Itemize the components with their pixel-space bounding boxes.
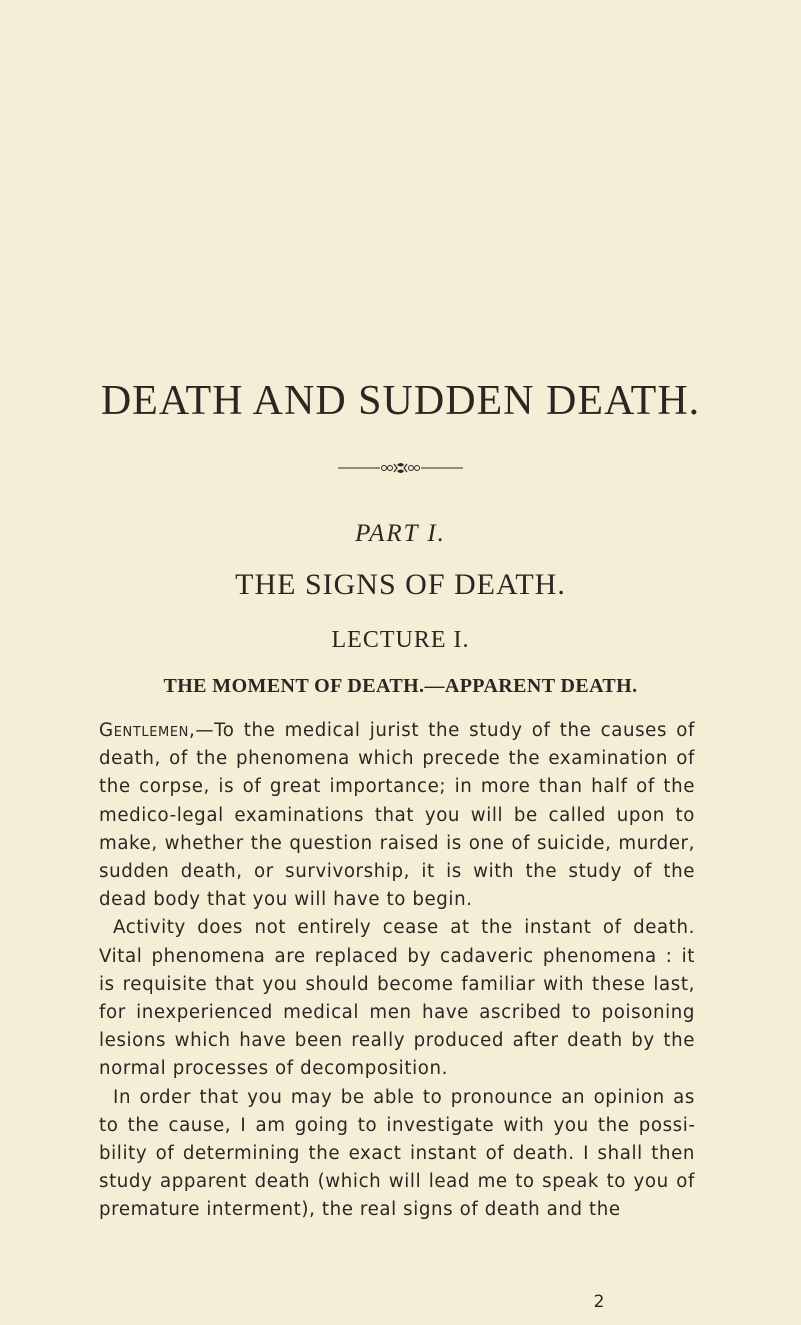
paragraph: In order that you may be able to pronounce an opinion as to the cause, I am going to investigate with you the possibility of determining the exact instant of death. I shall then study apparent death (which will lead me to speak to you of premature interment), the real signs of death and the [99,1086,695,1221]
salutation: Gentlemen, [99,720,196,741]
page-number: 2 [593,1292,605,1312]
book-title: DEATH AND SUDDEN DEATH. [100,378,701,424]
part-label: PART I. [355,520,446,547]
body-text [99,717,695,1225]
chapter-heading: THE MOMENT OF DEATH.—APPARENT DEATH. [163,675,638,697]
ornament-divider-icon [338,461,463,475]
paragraph [99,717,695,914]
paragraph: Activity does not entirely cease at the instant of death. Vital phenomena are replaced by cadaveric phenomena : it is requisite that you should become familiar with these last, for inexperienced medical men have ascribed to poisoning lesions which have been really produced after death by the normal processes of decomposition. [99,917,695,1080]
paragraph-text: —To the medical jurist the study of the causes of death, of the phenomena which precede the examination of the corpse, is of great importance; in more than half of the medico-legal examinations that you will be called upon to make, whether the question raised is one of suicide, murder, sudden death, or survivorship, it is with the study of the dead body that you will have to begin. [99,720,695,911]
part-subtitle: THE SIGNS OF DEATH. [235,568,566,601]
lecture-number: LECTURE I. [331,627,470,653]
